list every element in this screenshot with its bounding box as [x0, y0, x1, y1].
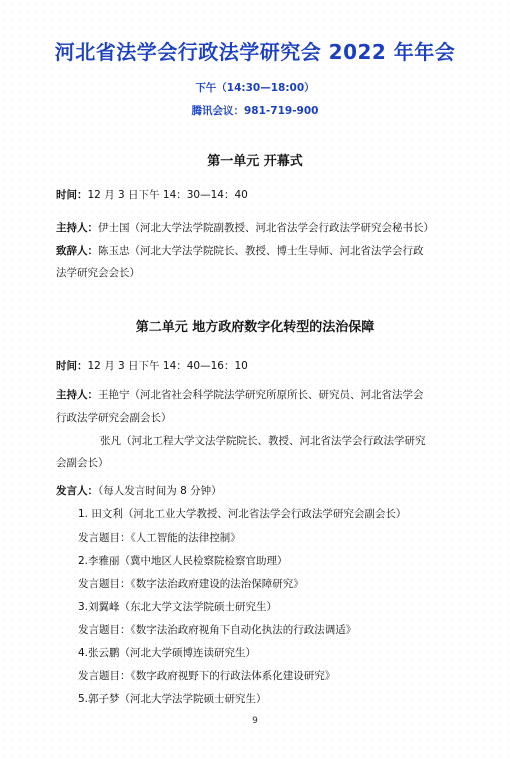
- speaker-2-topic: 发言题目：《数字法治政府建设的法治保障研究》: [78, 578, 304, 590]
- unit1-heading: 第一单元 开幕式: [207, 154, 303, 169]
- unit2-host-label: 主持人：: [56, 389, 98, 401]
- speaker-4-topic: 发言题目：《数字政府视野下的行政法体系化建设研究》: [78, 670, 336, 682]
- unit2-host1-value: 王艳宁（河北省社会科学院法学研究所原所长、研究员、河北省法学会: [98, 389, 424, 401]
- speaker-1-name: 1. 田文利（河北工业大学教授、河北省法学会行政法学研究会副会长）: [78, 508, 407, 520]
- speaker-5-name: 5.郭子梦（河北大学法学院硕士研究生）: [78, 693, 267, 705]
- unit2-host1-line: [56, 387, 466, 403]
- unit2-host2-line: 张凡（河北工程大学文法学院院长、教授、河北省法学会行政法学研究: [100, 435, 426, 447]
- unit2-speakers-label: 发言人：: [56, 485, 98, 497]
- unit1-host-line: [56, 220, 466, 236]
- speaker-4-name: 4.张云鹏（河北大学硕博连读研究生）: [78, 647, 257, 659]
- page-number: 9: [252, 716, 258, 726]
- unit1-host-value: 伊士国（河北大学法学院副教授、河北省法学会行政法学研究会秘书长）: [98, 222, 434, 234]
- unit1-time-value: 12 月 3 日下午 14：30—14：40: [87, 189, 248, 201]
- unit1-speech-label: 致辞人：: [56, 245, 98, 257]
- meeting-id: 腾讯会议：981-719-900: [191, 105, 319, 117]
- unit2-host1-cont: 行政法学研究会副会长）: [56, 412, 172, 424]
- unit1-time-label: 时间：: [56, 189, 88, 201]
- speaker-3-topic: 发言题目：《数字法治政府视角下自动化执法的行政法调适》: [78, 624, 357, 636]
- speaker-1-topic: 发言题目：《人工智能的法律控制》: [78, 532, 241, 544]
- unit2-time-label: 时间：: [56, 360, 88, 372]
- session-time: 下午（14:30—18:00）: [195, 82, 315, 94]
- unit1-host-label: 主持人：: [56, 222, 98, 234]
- unit1-speech-value: 陈玉忠（河北大学法学院院长、教授、博士生导师、河北省法学会行政: [98, 245, 424, 257]
- unit1-time-line: [56, 187, 466, 203]
- unit2-heading: 第二单元 地方政府数字化转型的法治保障: [135, 320, 375, 335]
- unit2-speakers-line: [56, 483, 466, 499]
- unit2-time-value: 12 月 3 日下午 14：40—16：10: [87, 360, 248, 372]
- page-title: 河北省法学会行政法学研究会 2022 年年会: [54, 40, 456, 64]
- unit1-speech-cont: 法学研究会会长）: [56, 267, 140, 279]
- unit2-speakers-note: （每人发言时间为 8 分钟）: [98, 485, 222, 497]
- unit2-host2-cont: 会副会长）: [56, 457, 109, 469]
- unit1-speech-line: [56, 243, 466, 259]
- unit2-time-line: [56, 358, 466, 374]
- speaker-3-name: 3.刘翼峰（东北大学文法学院硕士研究生）: [78, 601, 278, 613]
- speaker-2-name: 2.李雅丽（冀中地区人民检察院检察官助理）: [78, 555, 288, 567]
